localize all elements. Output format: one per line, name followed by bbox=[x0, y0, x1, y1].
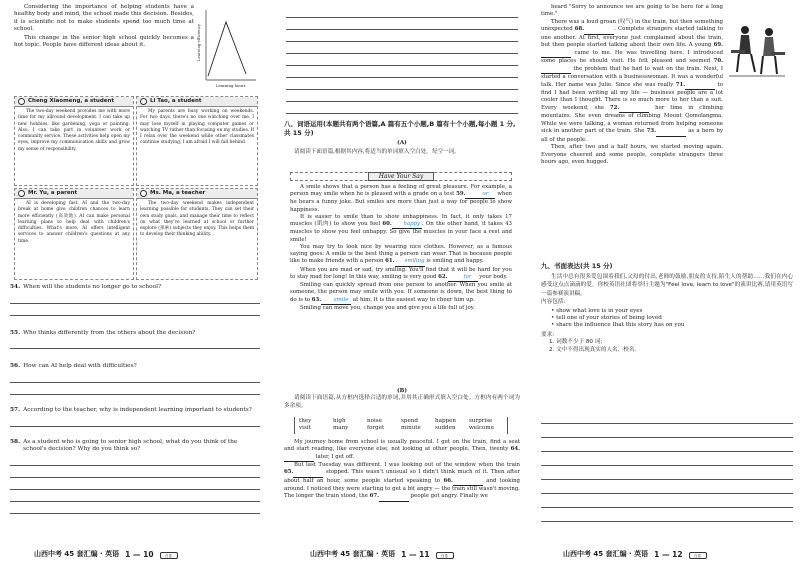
part-a-label: (A) bbox=[397, 140, 407, 147]
question-text: According to the teacher, why is independent learning important to students? bbox=[23, 406, 252, 413]
answer-line[interactable] bbox=[286, 90, 518, 102]
blank-number: 61. bbox=[385, 258, 395, 265]
question-text: When will the students no longer go to school? bbox=[23, 284, 162, 290]
answer-blank[interactable]: happy bbox=[392, 221, 422, 229]
passage-text: There was a loud groan (叹气) in the train, but then something unexpected bbox=[541, 18, 723, 33]
writing-line[interactable] bbox=[541, 438, 793, 452]
passage-paragraph bbox=[541, 144, 723, 166]
word-options bbox=[294, 417, 508, 434]
writing-lines bbox=[541, 410, 793, 522]
word-option: surprise bbox=[469, 418, 493, 424]
answer-line[interactable] bbox=[286, 102, 518, 114]
instruction-a: 请阅读下面语篇,根据其内容,将适当的单词填入空白处。每空一词。 bbox=[294, 148, 460, 155]
passage-paragraph bbox=[541, 4, 723, 19]
intro-text bbox=[14, 4, 194, 49]
passage-text: My journey home from school is usually peaceful. I get on the train, find a seat and start reading, like everyone else, not looking at other people. Then, twenty bbox=[284, 439, 520, 453]
requirement-2: 2. 文中不得出现真实的人名、校名。 bbox=[549, 346, 641, 353]
answer-line[interactable] bbox=[10, 292, 260, 304]
footer-page-number: 1 — 12 bbox=[654, 550, 683, 560]
part-b-label: (B) bbox=[396, 388, 408, 394]
requirements-label: 要求: bbox=[541, 331, 555, 338]
question-text: How can AI help deal with difficulties? bbox=[23, 363, 137, 370]
bullet-item: • share the influence that this story has on you bbox=[551, 322, 685, 329]
publisher-logo: 白卷 bbox=[689, 552, 707, 559]
answer-line[interactable] bbox=[10, 415, 260, 427]
instruction-b: 请阅读下面语篇,从方框内选择合适的单词,并用其正确形式填入空白处。方框内有两个词为多余项。 bbox=[284, 395, 520, 409]
passage-b-continued bbox=[541, 4, 723, 167]
blank-number: 69. bbox=[713, 42, 723, 49]
answer-line[interactable] bbox=[10, 337, 260, 349]
blank-number: 65. bbox=[284, 469, 294, 476]
writing-line[interactable] bbox=[541, 480, 793, 494]
passage-text: people got angry. Finally we bbox=[409, 493, 488, 500]
blank-number: 63. bbox=[311, 296, 322, 303]
part-b-header bbox=[284, 388, 520, 410]
passage-text: Smiling can quickly spread from one person to another. When you smile at someone, the person may smile with you. If someone is down, the best thing to do is to bbox=[290, 282, 512, 303]
question-56 bbox=[10, 363, 260, 395]
page-footer bbox=[563, 550, 707, 560]
opinion-name: Ms. Ma, a teacher bbox=[150, 189, 206, 196]
publisher-logo: 白卷 bbox=[436, 552, 454, 559]
question-list bbox=[10, 284, 260, 514]
passage-paragraph bbox=[290, 184, 512, 214]
question-57 bbox=[10, 407, 260, 427]
avatar-icon bbox=[140, 190, 147, 197]
opinion-header bbox=[137, 189, 257, 199]
passage-text: when he hears a funny joke. But smiles are more than just a way for people to show happiness. bbox=[290, 191, 512, 213]
answer-blank[interactable] bbox=[541, 66, 571, 74]
answer-blank[interactable] bbox=[379, 493, 409, 501]
passage-text: heard "Sorry to announce we are going to be here for a long time." bbox=[541, 4, 723, 18]
passage-text: is smiling and happy. bbox=[424, 258, 484, 265]
opinion-text: The two-day weekend provides me with more time for my allround development. I can take up new hobbies, like gardening, yoga or painting. Also, I can take part in volunteer work or community service. These activities help open my eyes, improve my communication skills and grow my sense of responsibility. bbox=[18, 109, 130, 152]
answer-blank[interactable]: smile bbox=[321, 297, 351, 305]
section-title: 八、词语运用(本题共有两个语篇,A 篇有五个小题,B 篇有十个小题,每小题 1 分,共 15 分) bbox=[284, 120, 516, 138]
passage-paragraph bbox=[290, 282, 512, 305]
passage-text: your body. bbox=[477, 273, 508, 280]
word-box bbox=[294, 417, 508, 434]
passage-text: later, I get off. bbox=[314, 453, 355, 460]
word-option: happen bbox=[435, 418, 457, 424]
passage-paragraph bbox=[541, 19, 723, 144]
passage-text: . On the other hand, it takes 43 muscles to show you feel unhappy. So give the muscles in your face a rest and smile! bbox=[290, 221, 512, 243]
blank-number: 72. bbox=[609, 104, 620, 111]
answer-line[interactable] bbox=[10, 383, 260, 395]
section-nine bbox=[541, 262, 793, 354]
chart-y-label: Learning efficiency bbox=[196, 24, 201, 62]
bullet-item: • tell one of your stories of being loved bbox=[551, 315, 662, 322]
answer-line[interactable] bbox=[286, 42, 518, 54]
passage-paragraph bbox=[284, 462, 520, 502]
opinion-header bbox=[15, 97, 133, 107]
blank-number: 67. bbox=[369, 493, 379, 500]
avatar-icon bbox=[18, 190, 25, 197]
passage-b bbox=[284, 439, 520, 502]
page-left bbox=[0, 0, 266, 566]
question-58 bbox=[10, 439, 260, 514]
blank-number: 66. bbox=[443, 477, 453, 484]
passage-text: . Complete strangers started talking to one another. At first, everyone just complained about the train, but then people started talking about their own life. A young bbox=[541, 26, 723, 49]
passage-text: as a hero by all of the people. bbox=[541, 128, 723, 143]
question-text: Who thinks differently from the others about the decision? bbox=[23, 329, 196, 336]
passage-paragraph bbox=[290, 244, 512, 267]
footer-title: 山西中考 45 套汇编 · 英语 bbox=[310, 550, 396, 559]
have-your-say-banner bbox=[290, 172, 512, 181]
opinion-box-yu bbox=[14, 188, 134, 280]
blank-number: 59. bbox=[456, 191, 466, 198]
people-talking-illustration bbox=[727, 20, 787, 82]
publisher-logo: 白卷 bbox=[160, 552, 178, 559]
blank-number: 71. bbox=[675, 81, 686, 88]
answer-line[interactable] bbox=[286, 6, 518, 18]
writing-line[interactable] bbox=[541, 508, 793, 522]
bullet-item: • show what love is in your eyes bbox=[551, 307, 643, 314]
question-55 bbox=[10, 330, 260, 350]
question-number: 58. bbox=[10, 438, 21, 445]
footer-page-number: 1 — 11 bbox=[401, 550, 430, 560]
answer-line[interactable] bbox=[286, 18, 518, 30]
intro-paragraph-1: Considering the importance of helping students have a healthy body and mind, the school made this decision. Besides, it is scientific not to make students spend too much time at school. bbox=[14, 4, 194, 33]
word-option: sudden bbox=[435, 425, 456, 432]
writing-line[interactable] bbox=[541, 452, 793, 466]
opinion-name: Mr. Yu, a parent bbox=[28, 189, 78, 196]
writing-line[interactable] bbox=[541, 494, 793, 508]
train-illustration bbox=[727, 20, 787, 82]
answer-line[interactable] bbox=[286, 54, 518, 66]
opinion-header bbox=[15, 189, 133, 199]
answer-line[interactable] bbox=[10, 478, 260, 490]
opinion-box-cheng bbox=[14, 96, 134, 186]
passage-text: at him. It is the easiest way to cheer him up. bbox=[351, 296, 475, 303]
top-answer-lines bbox=[286, 6, 518, 114]
passage-text: When you are mad or sad, try smiling. You'll find that it will be hard for you to stay mad for long! In this way, smiling is very good bbox=[290, 266, 512, 280]
answer-blank[interactable]: or bbox=[465, 191, 495, 199]
word-option: minute bbox=[401, 425, 421, 432]
word-option: they bbox=[299, 418, 312, 424]
learning-efficiency-curve bbox=[198, 4, 258, 90]
answer-blank[interactable] bbox=[453, 478, 483, 486]
opinion-box-ma bbox=[136, 188, 258, 280]
answer-blank[interactable]: smiling bbox=[395, 258, 425, 266]
section-title: 九、书面表达(共 15 分) bbox=[541, 262, 613, 270]
passage-text: A smile shows that a person has a feeling of great pleasure. For example, a person may smile when he is pleased with a grade on a test bbox=[290, 184, 512, 198]
opinion-header bbox=[137, 97, 257, 107]
passage-text: and looking around. I noticed they were starting to get a bit angry — the train still wasn't moving. The longer the train stood, the bbox=[284, 477, 520, 500]
page-footer bbox=[310, 550, 454, 560]
footer-title: 山西中考 45 套汇编 · 英语 bbox=[34, 550, 120, 559]
question-54 bbox=[10, 284, 260, 316]
answer-line[interactable] bbox=[10, 454, 260, 466]
word-option: visit bbox=[299, 425, 311, 432]
passage-a bbox=[290, 184, 512, 312]
question-number: 57. bbox=[10, 406, 21, 413]
passage-text: came to me. He was travelling here. I introduced some places he should visit. He felt pleased and seemed bbox=[541, 49, 723, 65]
passage-paragraph bbox=[290, 214, 512, 244]
question-number: 56. bbox=[10, 363, 21, 370]
passage-text: Smiling can move you, change you and give you a life full of joy. bbox=[300, 304, 475, 311]
answer-line[interactable] bbox=[286, 30, 518, 42]
passage-text: stopped. This wasn't unusual so I didn't think much of it. Then after about half an hour, some people started speaking to bbox=[284, 469, 520, 484]
intro-paragraph-2: This change in the senior high school quickly becomes a hot topic. People have different ideas about it. bbox=[14, 34, 194, 48]
question-text: As a student who is going to senior high school, what do you think of the school's decision? Why do you think so? bbox=[23, 438, 238, 453]
answer-blank[interactable] bbox=[584, 26, 614, 34]
question-number: 55. bbox=[10, 329, 21, 336]
opinion-name: Cheng Xiaomeng, a student bbox=[28, 97, 115, 104]
answer-line[interactable] bbox=[286, 66, 518, 78]
answer-blank[interactable] bbox=[541, 50, 571, 58]
answer-line[interactable] bbox=[10, 371, 260, 383]
answer-blank[interactable] bbox=[685, 82, 715, 90]
passage-text: the problem that he had to wait on the train. Next, I started a conversation with a businesswoman. It was a wonderful talk. Her name was Julie. Since she was really bbox=[541, 65, 723, 88]
page-middle bbox=[266, 0, 533, 566]
word-option: noise bbox=[367, 418, 382, 424]
word-option: welcome bbox=[469, 425, 495, 432]
writing-line[interactable] bbox=[541, 410, 793, 424]
writing-prompt: 生活中总有很多爱包围着我们,父母的付出,老师的鼓励,朋友的支持,陌生人的帮助……我们在内心感受这点点滴滴的爱。你校英语社团将举行主题为"Feel love, learn to love"的演讲比赛,请用英语写一篇参赛演讲稿。 bbox=[541, 274, 793, 297]
passage-text: But last Tuesday was different. I was looking out of the window when the train bbox=[294, 462, 520, 469]
word-option: high bbox=[333, 418, 346, 424]
passage-text: her time in climbing mountains. She even dreams of climbing Mount Qomolangma. While we were talking, a woman returned from helping someone sick in another part of the train. She bbox=[541, 104, 723, 135]
opinion-name: Li Tao, a student bbox=[150, 97, 202, 104]
word-option: forget bbox=[367, 425, 385, 432]
avatar-icon bbox=[18, 98, 25, 105]
answer-line[interactable] bbox=[10, 502, 260, 514]
opinion-box-li bbox=[136, 96, 258, 186]
opinion-text: The two-day weekend makes independent learning possible for students. They can set their own study goals, and manage their time to reflect on what they've learned at school or further explore (探索) subjects they enjoy. This helps them to develop their thinking ability. bbox=[140, 201, 254, 238]
answer-line[interactable] bbox=[286, 78, 518, 90]
answer-line[interactable] bbox=[10, 466, 260, 478]
passage-paragraph bbox=[290, 305, 512, 312]
footer-title: 山西中考 45 套汇编 · 英语 bbox=[563, 550, 649, 559]
question-number: 54. bbox=[10, 284, 21, 290]
answer-blank[interactable]: for bbox=[448, 274, 478, 282]
passage-paragraph bbox=[290, 267, 512, 282]
chart-x-label: Learning hours bbox=[216, 83, 246, 88]
blank-number: 62. bbox=[438, 273, 448, 280]
answer-line[interactable] bbox=[10, 304, 260, 316]
learning-efficiency-chart bbox=[198, 4, 258, 90]
section-eight bbox=[284, 120, 520, 156]
blank-number: 73. bbox=[646, 128, 657, 135]
opinion-text: AI is developing fast. AI and the two-day break at home give children chances to learn more efficiently (高效地). AI can make personal learning plans to help deal with children's difficulties. What's more, AI offers intelligent services to answer children's questions at any time. bbox=[18, 201, 130, 244]
answer-blank[interactable] bbox=[656, 128, 686, 136]
opinion-text: My parents are busy working on weekends. For two days, there's no one watching over me. I may lose myself in playing computer games or watching TV rather than focusing on my studies. If I relax over the weekend while other classmates continue studying, I am afraid I will fall behind. bbox=[140, 109, 254, 146]
blank-number: 68. bbox=[574, 26, 585, 33]
blank-number: 60. bbox=[382, 221, 392, 228]
content-label: 内容包括: bbox=[541, 299, 566, 306]
avatar-icon bbox=[140, 98, 147, 105]
passage-text: It is easier to smile than to show unhappiness. In fact, it only takes 17 muscles (肌肉) to show you feel bbox=[290, 213, 512, 228]
passage-text: You may try to look nice by wearing nice clothes. However, as a famous saying goes: A smile is the best thing a person can wear. That is because people like to make friends with a person bbox=[290, 243, 512, 265]
requirement-1: 1. 词数不少于 80 词; bbox=[549, 339, 603, 346]
blank-number: 64. bbox=[510, 446, 520, 453]
footer-page-number: 1 — 10 bbox=[125, 550, 154, 560]
answer-blank[interactable] bbox=[284, 454, 314, 462]
passage-paragraph bbox=[284, 439, 520, 462]
banner-title: Have Your Say bbox=[368, 172, 434, 182]
passage-text: Then, after two and a half hours, we started moving again. Everyone cheered and some people, complete strangers three hours ago, even hugged. bbox=[541, 144, 723, 166]
word-option: spend bbox=[401, 418, 418, 424]
passage-text: to find I had been writing all my life — business people are a lot cooler than I thought. There is so much more to her than a suit. Every weekend, she bbox=[541, 81, 723, 111]
blank-number: 70. bbox=[713, 58, 723, 65]
answer-blank[interactable] bbox=[293, 469, 323, 477]
writing-line[interactable] bbox=[541, 424, 793, 438]
answer-blank[interactable] bbox=[619, 105, 649, 113]
page-footer bbox=[34, 550, 178, 560]
writing-line[interactable] bbox=[541, 466, 793, 480]
content-bullets bbox=[541, 308, 793, 330]
page-right bbox=[533, 0, 800, 566]
answer-line[interactable] bbox=[10, 490, 260, 502]
word-option: many bbox=[333, 425, 349, 432]
